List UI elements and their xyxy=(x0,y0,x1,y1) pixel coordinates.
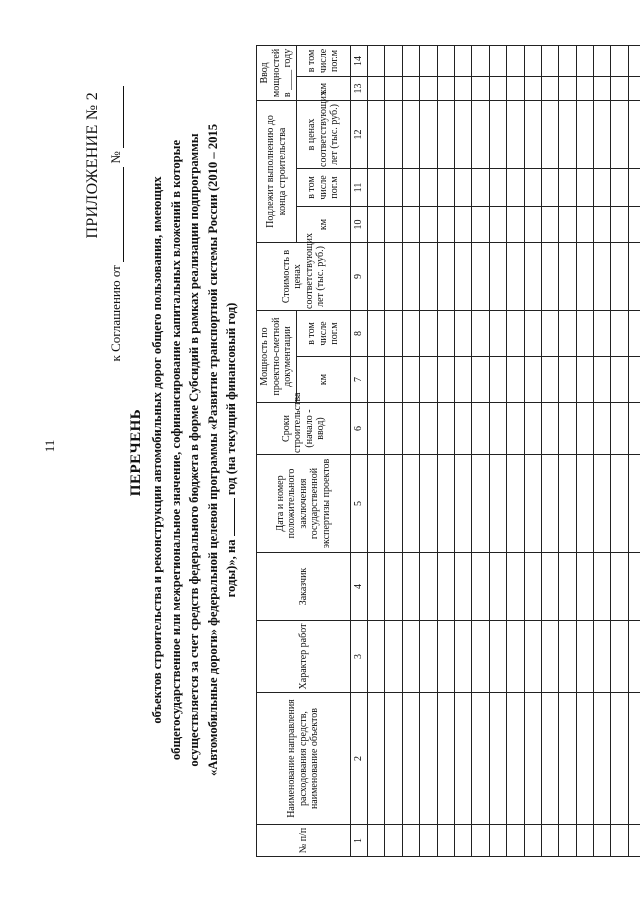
table-cell[interactable] xyxy=(402,100,419,168)
table-cell[interactable] xyxy=(472,168,489,206)
table-cell[interactable] xyxy=(576,310,593,356)
table-cell[interactable] xyxy=(368,310,385,356)
table-cell[interactable] xyxy=(628,621,640,693)
table-cell[interactable] xyxy=(437,693,454,825)
table-cell[interactable] xyxy=(402,455,419,553)
column-number: 9 xyxy=(351,242,368,310)
table-cell[interactable] xyxy=(524,45,541,76)
table-cell[interactable] xyxy=(559,553,576,621)
table-cell[interactable] xyxy=(402,553,419,621)
table-cell[interactable] xyxy=(559,45,576,76)
table-cell[interactable] xyxy=(437,455,454,553)
table-cell[interactable] xyxy=(454,45,471,76)
table-cell[interactable] xyxy=(368,76,385,100)
table-cell[interactable] xyxy=(420,403,437,455)
table-cell[interactable] xyxy=(611,693,628,825)
table-cell[interactable] xyxy=(420,825,437,857)
header-terms: Сроки строительства (начало - ввод) xyxy=(257,403,351,455)
header-remaining: Подлежит выполнению до конца строительства xyxy=(257,100,297,242)
table-cell[interactable] xyxy=(368,168,385,206)
header-cost: Стоимость в ценах соответствующих лет (тыс. руб.) xyxy=(257,242,351,310)
table-cell[interactable] xyxy=(507,825,524,857)
column-number: 8 xyxy=(351,310,368,356)
table-cell[interactable] xyxy=(385,206,402,242)
table-cell[interactable] xyxy=(437,206,454,242)
table-cell[interactable] xyxy=(385,242,402,310)
table-row xyxy=(385,45,402,856)
table-cell[interactable] xyxy=(576,168,593,206)
table-cell[interactable] xyxy=(628,242,640,310)
table-cell[interactable] xyxy=(402,45,419,76)
table-row xyxy=(594,45,611,856)
table-row xyxy=(402,45,419,856)
table-cell[interactable] xyxy=(594,45,611,76)
table-cell[interactable] xyxy=(437,168,454,206)
table-cell[interactable] xyxy=(489,825,506,857)
table-cell[interactable] xyxy=(437,553,454,621)
table-cell[interactable] xyxy=(611,403,628,455)
table-cell[interactable] xyxy=(368,553,385,621)
column-number: 2 xyxy=(351,693,368,825)
table-cell[interactable] xyxy=(524,76,541,100)
table-cell[interactable] xyxy=(611,621,628,693)
table-cell[interactable] xyxy=(594,206,611,242)
table-cell[interactable] xyxy=(385,76,402,100)
header-capacity: Мощность по проектно-сметной документации xyxy=(257,310,297,402)
table-cell[interactable] xyxy=(628,168,640,206)
column-number: 1 xyxy=(351,825,368,857)
agreement-date-blank xyxy=(123,167,124,262)
table-cell[interactable] xyxy=(524,357,541,403)
table-cell[interactable] xyxy=(611,242,628,310)
table-cell[interactable] xyxy=(472,45,489,76)
table-cell[interactable] xyxy=(576,242,593,310)
table-cell[interactable] xyxy=(524,100,541,168)
table-cell[interactable] xyxy=(576,100,593,168)
page-number: 11 xyxy=(42,439,57,453)
column-number: 7 xyxy=(351,357,368,403)
table-cell[interactable] xyxy=(628,100,640,168)
table-cell[interactable] xyxy=(454,76,471,100)
table-row xyxy=(628,45,640,856)
column-number-row xyxy=(351,45,368,856)
table-cell[interactable] xyxy=(437,100,454,168)
table-row xyxy=(559,45,576,856)
table-row xyxy=(437,45,454,856)
table-cell[interactable] xyxy=(402,310,419,356)
table-cell[interactable] xyxy=(472,693,489,825)
table-cell[interactable] xyxy=(489,100,506,168)
table-cell[interactable] xyxy=(628,553,640,621)
header-remaining-km: км xyxy=(297,206,351,242)
table-cell[interactable] xyxy=(594,100,611,168)
table-cell[interactable] xyxy=(559,403,576,455)
table-cell[interactable] xyxy=(524,825,541,857)
table-cell[interactable] xyxy=(420,45,437,76)
table-cell[interactable] xyxy=(628,206,640,242)
table-cell[interactable] xyxy=(385,403,402,455)
table-row xyxy=(507,45,524,856)
table-cell[interactable] xyxy=(420,455,437,553)
table-cell[interactable] xyxy=(385,310,402,356)
table-cell[interactable] xyxy=(437,825,454,857)
table-cell[interactable] xyxy=(524,693,541,825)
table-cell[interactable] xyxy=(594,357,611,403)
table-cell[interactable] xyxy=(385,553,402,621)
header-customer: Заказчик xyxy=(257,553,351,621)
table-cell[interactable] xyxy=(472,357,489,403)
table-cell[interactable] xyxy=(368,45,385,76)
table-cell[interactable] xyxy=(559,310,576,356)
table-cell[interactable] xyxy=(576,693,593,825)
table-cell[interactable] xyxy=(472,553,489,621)
header-work: Характер работ xyxy=(257,621,351,693)
header-commission-km: км xyxy=(297,76,351,100)
table-cell[interactable] xyxy=(420,100,437,168)
table-cell[interactable] xyxy=(472,621,489,693)
header-commission-pm: в том числе пог.м xyxy=(297,45,351,76)
table-cell[interactable] xyxy=(420,621,437,693)
table-row xyxy=(489,45,506,856)
table-cell[interactable] xyxy=(524,206,541,242)
table-cell[interactable] xyxy=(368,403,385,455)
table-cell[interactable] xyxy=(402,693,419,825)
table-cell[interactable] xyxy=(611,553,628,621)
table-cell[interactable] xyxy=(541,76,558,100)
header-remaining-cost: в ценах соответствующих лет (тыс. руб.) xyxy=(297,100,351,168)
table-cell[interactable] xyxy=(368,206,385,242)
table-cell[interactable] xyxy=(541,621,558,693)
table-cell[interactable] xyxy=(507,76,524,100)
table-cell[interactable] xyxy=(454,168,471,206)
header-capacity-pm: в том числе пог.м xyxy=(297,310,351,356)
table-cell[interactable] xyxy=(594,693,611,825)
table-cell[interactable] xyxy=(507,693,524,825)
table-cell[interactable] xyxy=(385,45,402,76)
table-cell[interactable] xyxy=(559,621,576,693)
table-cell[interactable] xyxy=(541,403,558,455)
table-cell[interactable] xyxy=(368,100,385,168)
table-cell[interactable] xyxy=(437,45,454,76)
header-num: № п/п xyxy=(257,825,351,857)
table-cell[interactable] xyxy=(402,621,419,693)
table-cell[interactable] xyxy=(594,825,611,857)
table-cell[interactable] xyxy=(489,693,506,825)
table-cell[interactable] xyxy=(402,403,419,455)
table-cell[interactable] xyxy=(559,455,576,553)
table-cell[interactable] xyxy=(611,100,628,168)
table-cell[interactable] xyxy=(611,76,628,100)
table-cell[interactable] xyxy=(524,403,541,455)
table-cell[interactable] xyxy=(507,621,524,693)
table-cell[interactable] xyxy=(402,206,419,242)
table-cell[interactable] xyxy=(368,357,385,403)
table-cell[interactable] xyxy=(594,168,611,206)
table-cell[interactable] xyxy=(454,242,471,310)
header-capacity-km: км xyxy=(297,357,351,403)
column-number: 12 xyxy=(351,100,368,168)
table-cell[interactable] xyxy=(385,357,402,403)
table-cell[interactable] xyxy=(437,310,454,356)
table-cell[interactable] xyxy=(541,45,558,76)
table-cell[interactable] xyxy=(507,45,524,76)
column-number: 4 xyxy=(351,553,368,621)
table-cell[interactable] xyxy=(611,168,628,206)
table-cell[interactable] xyxy=(507,357,524,403)
table-cell[interactable] xyxy=(437,242,454,310)
table-cell[interactable] xyxy=(402,242,419,310)
table-cell[interactable] xyxy=(472,455,489,553)
table-cell[interactable] xyxy=(524,242,541,310)
table-cell[interactable] xyxy=(402,76,419,100)
column-number: 10 xyxy=(351,206,368,242)
table-cell[interactable] xyxy=(576,403,593,455)
document-title: ПЕРЕЧЕНЬ xyxy=(128,408,144,497)
table-cell[interactable] xyxy=(420,206,437,242)
table-cell[interactable] xyxy=(628,693,640,825)
table-cell[interactable] xyxy=(420,553,437,621)
table-cell[interactable] xyxy=(385,825,402,857)
table-cell[interactable] xyxy=(541,206,558,242)
table-cell[interactable] xyxy=(420,168,437,206)
table-cell[interactable] xyxy=(472,100,489,168)
table-cell[interactable] xyxy=(594,76,611,100)
table-cell[interactable] xyxy=(454,206,471,242)
table-cell[interactable] xyxy=(489,621,506,693)
table-cell[interactable] xyxy=(454,553,471,621)
table-cell[interactable] xyxy=(576,45,593,76)
table-cell[interactable] xyxy=(454,825,471,857)
table-cell[interactable] xyxy=(559,357,576,403)
subtitle-line-prefix: годы)», на xyxy=(224,539,238,598)
table-cell[interactable] xyxy=(524,553,541,621)
objects-table xyxy=(256,45,640,857)
table-cell[interactable] xyxy=(420,310,437,356)
table-cell[interactable] xyxy=(454,310,471,356)
table-cell[interactable] xyxy=(507,100,524,168)
column-number: 14 xyxy=(351,45,368,76)
table-cell[interactable] xyxy=(472,310,489,356)
table-cell[interactable] xyxy=(559,168,576,206)
table-cell[interactable] xyxy=(524,455,541,553)
table-cell[interactable] xyxy=(541,100,558,168)
table-cell[interactable] xyxy=(594,242,611,310)
table-cell[interactable] xyxy=(541,242,558,310)
column-number: 11 xyxy=(351,168,368,206)
table-cell[interactable] xyxy=(489,357,506,403)
table-cell[interactable] xyxy=(437,76,454,100)
table-cell[interactable] xyxy=(559,825,576,857)
column-number: 5 xyxy=(351,455,368,553)
table-cell[interactable] xyxy=(576,455,593,553)
subtitle-line: общегосударственное или межрегиональное значение, софинансирование капитальных вложений в которые xyxy=(168,139,183,761)
table-cell[interactable] xyxy=(628,76,640,100)
header-name: Наименование направления расходования средств, наименование объектов xyxy=(257,693,351,825)
table-cell[interactable] xyxy=(368,455,385,553)
table-cell[interactable] xyxy=(541,310,558,356)
table-cell[interactable] xyxy=(420,693,437,825)
table-cell[interactable] xyxy=(507,403,524,455)
table-row xyxy=(611,45,628,856)
table-cell[interactable] xyxy=(507,553,524,621)
table-cell[interactable] xyxy=(559,693,576,825)
table-cell[interactable] xyxy=(489,455,506,553)
table-cell[interactable] xyxy=(628,45,640,76)
table-cell[interactable] xyxy=(507,206,524,242)
subtitle-line: осуществляется за счет средств федерального бюджета в форме Субсидий в рамках реализации подпрограммы xyxy=(187,133,201,767)
table-cell[interactable] xyxy=(541,168,558,206)
table-cell[interactable] xyxy=(454,100,471,168)
table-cell[interactable] xyxy=(489,310,506,356)
table-cell[interactable] xyxy=(385,621,402,693)
table-cell[interactable] xyxy=(524,621,541,693)
table-cell[interactable] xyxy=(489,403,506,455)
header-commission: Ввод мощностей в ____ году xyxy=(257,45,297,100)
table-row xyxy=(454,45,471,856)
table-cell[interactable] xyxy=(576,357,593,403)
subtitle-line: «Автомобильные дороги» федеральной целевой программы «Развитие транспортной системы России (2010 – 2015 xyxy=(205,123,220,777)
subtitle-line: объектов строительства и реконструкции автомобильных дорог общего пользования, имеющих xyxy=(150,176,164,724)
table-cell[interactable] xyxy=(489,553,506,621)
table-cell[interactable] xyxy=(611,455,628,553)
table-cell[interactable] xyxy=(559,100,576,168)
table-cell[interactable] xyxy=(541,553,558,621)
table-cell[interactable] xyxy=(611,310,628,356)
table-cell[interactable] xyxy=(507,168,524,206)
header-remaining-pm: в том числе пог.м xyxy=(297,168,351,206)
column-number: 13 xyxy=(351,76,368,100)
agreement-reference xyxy=(108,86,124,362)
table-cell[interactable] xyxy=(454,693,471,825)
table-cell[interactable] xyxy=(489,242,506,310)
table-cell[interactable] xyxy=(576,553,593,621)
table-cell[interactable] xyxy=(628,825,640,857)
table-cell[interactable] xyxy=(402,825,419,857)
table-cell[interactable] xyxy=(402,168,419,206)
table-cell[interactable] xyxy=(541,693,558,825)
table-cell[interactable] xyxy=(576,621,593,693)
table-cell[interactable] xyxy=(472,242,489,310)
table-cell[interactable] xyxy=(541,825,558,857)
table-row xyxy=(541,45,558,856)
table-cell[interactable] xyxy=(594,403,611,455)
table-cell[interactable] xyxy=(559,76,576,100)
subtitle-line xyxy=(222,90,241,810)
table-cell[interactable] xyxy=(489,206,506,242)
table-cell[interactable] xyxy=(454,357,471,403)
table-cell[interactable] xyxy=(541,357,558,403)
table-cell[interactable] xyxy=(368,693,385,825)
table-cell[interactable] xyxy=(489,168,506,206)
table-cell[interactable] xyxy=(594,310,611,356)
table-cell[interactable] xyxy=(489,45,506,76)
table-row xyxy=(420,45,437,856)
appendix-label: ПРИЛОЖЕНИЕ № 2 xyxy=(84,92,101,239)
table-cell[interactable] xyxy=(576,825,593,857)
table-cell[interactable] xyxy=(472,76,489,100)
table-cell[interactable] xyxy=(628,403,640,455)
table-cell[interactable] xyxy=(385,168,402,206)
table-cell[interactable] xyxy=(628,455,640,553)
header-expertise: Дата и номер положительного заключения государственной экспертизы проектов xyxy=(257,455,351,553)
table-cell[interactable] xyxy=(559,206,576,242)
agreement-number-blank xyxy=(123,86,124,148)
table-cell[interactable] xyxy=(454,455,471,553)
table-cell[interactable] xyxy=(385,455,402,553)
table-cell[interactable] xyxy=(507,242,524,310)
table-cell[interactable] xyxy=(368,242,385,310)
table-cell[interactable] xyxy=(507,310,524,356)
table-cell[interactable] xyxy=(541,455,558,553)
column-number: 3 xyxy=(351,621,368,693)
table-cell[interactable] xyxy=(420,76,437,100)
table-cell[interactable] xyxy=(524,168,541,206)
table-cell[interactable] xyxy=(559,242,576,310)
table-cell[interactable] xyxy=(628,310,640,356)
table-cell[interactable] xyxy=(594,621,611,693)
table-cell[interactable] xyxy=(507,455,524,553)
table-cell[interactable] xyxy=(454,621,471,693)
table-cell[interactable] xyxy=(594,553,611,621)
table-cell[interactable] xyxy=(368,621,385,693)
table-cell[interactable] xyxy=(472,206,489,242)
table-cell[interactable] xyxy=(472,825,489,857)
column-number: 6 xyxy=(351,403,368,455)
table-cell[interactable] xyxy=(385,100,402,168)
agreement-prefix: к Соглашению от xyxy=(108,265,123,362)
table-cell[interactable] xyxy=(368,825,385,857)
agreement-number-sign: № xyxy=(108,151,123,164)
subtitle-line-suffix: год (на текущий финансовый год) xyxy=(224,302,238,496)
table-cell[interactable] xyxy=(576,206,593,242)
table-cell[interactable] xyxy=(472,403,489,455)
table-row xyxy=(472,45,489,856)
table-cell[interactable] xyxy=(420,242,437,310)
table-cell[interactable] xyxy=(437,403,454,455)
table-cell[interactable] xyxy=(437,357,454,403)
table-row xyxy=(524,45,541,856)
table-row xyxy=(368,45,385,856)
year-blank xyxy=(234,498,235,536)
table-cell[interactable] xyxy=(628,357,640,403)
document-subtitle xyxy=(148,90,241,810)
table-cell[interactable] xyxy=(402,357,419,403)
table-cell[interactable] xyxy=(489,76,506,100)
table-cell[interactable] xyxy=(576,76,593,100)
table-cell[interactable] xyxy=(611,825,628,857)
table-cell[interactable] xyxy=(524,310,541,356)
table-cell[interactable] xyxy=(437,621,454,693)
table-cell[interactable] xyxy=(611,357,628,403)
table-cell[interactable] xyxy=(385,693,402,825)
table-cell[interactable] xyxy=(420,357,437,403)
table-row xyxy=(576,45,593,856)
table-cell[interactable] xyxy=(454,403,471,455)
table-cell[interactable] xyxy=(611,45,628,76)
table-cell[interactable] xyxy=(611,206,628,242)
table-cell[interactable] xyxy=(594,455,611,553)
